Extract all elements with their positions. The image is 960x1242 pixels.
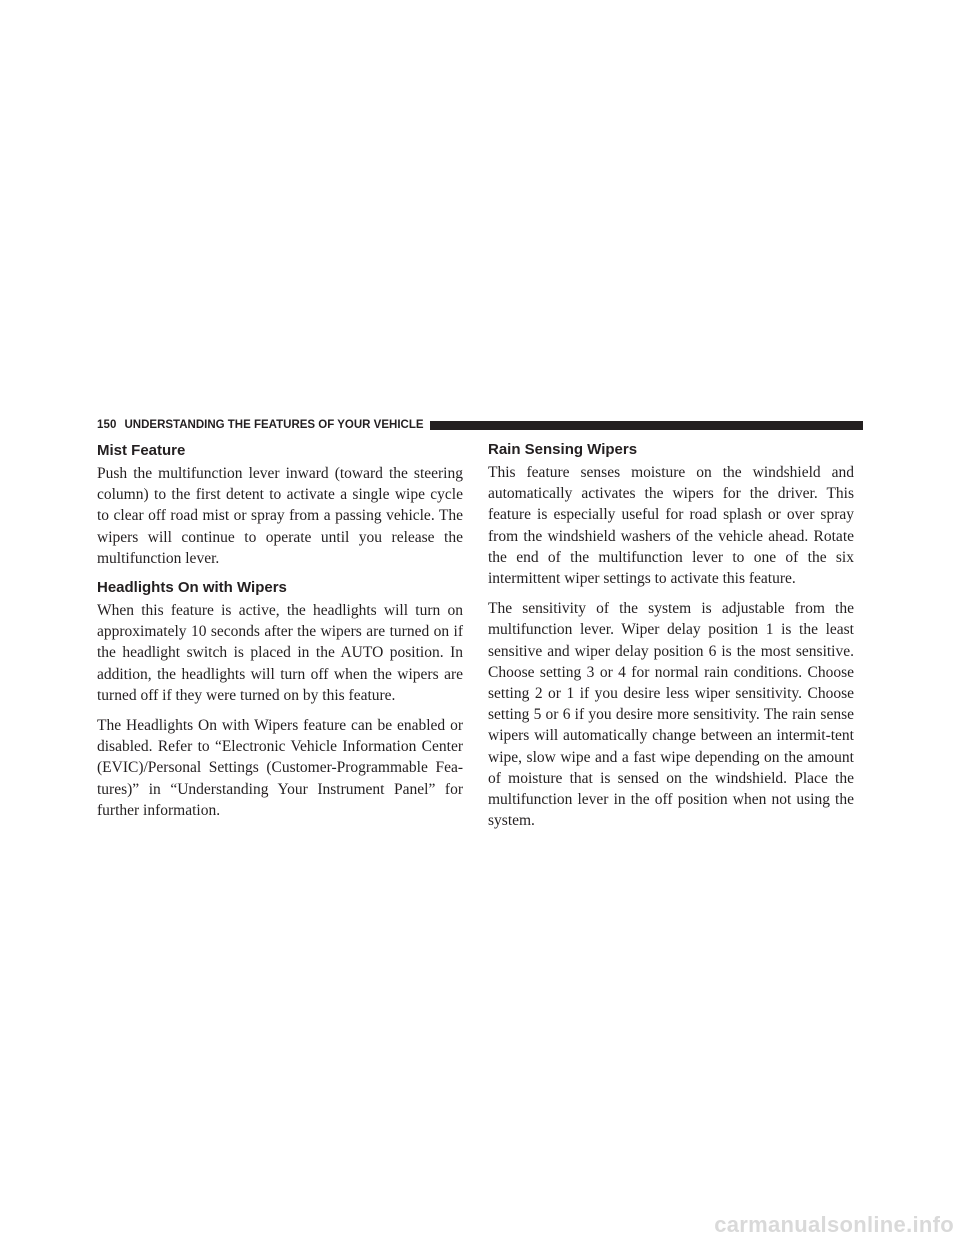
right-column xyxy=(488,440,854,840)
header-rule xyxy=(430,421,863,430)
rain-sensing-wipers-heading: Rain Sensing Wipers xyxy=(488,441,638,458)
headlights-paragraph-2: The Headlights On with Wipers feature can be enabled or disabled. Refer to “Electronic Vehicle Information Center (EVIC)/Personal Settings (Customer-Programmable Fea-tures)” in “Understanding Your Instrument Panel” for further information. xyxy=(97,717,463,819)
watermark: carmanualsonline.info xyxy=(714,1212,954,1237)
rain-sensing-paragraph-2: The sensitivity of the system is adjustable from the multifunction lever. Wiper delay position 1 is the least sensitive and wiper delay position 6 is the most sensitive. Choose setting 3 or 4 for normal rain conditions. Choose setting 2 or 1 if you desire less wiper sensitivity. Choose setting 5 or 6 if you desire more sensitivity. The rain sense wipers will automatically change between an intermit-tent wipe, slow wipe and a fast wipe depending on the amount of moisture that is sensed on the windshield. Place the multifunction lever in the off position when not using the system. xyxy=(488,600,854,830)
left-column xyxy=(97,441,463,830)
mist-feature-heading: Mist Feature xyxy=(97,442,186,459)
page-header xyxy=(97,418,863,432)
headlights-paragraph-1: When this feature is active, the headlights will turn on approximately 10 seconds after the wipers are turned on if the headlight switch is placed in the AUTO position. In addition, the headlights will turn off when the wipers are turned off if they were turned on by this feature. xyxy=(97,602,463,704)
rain-sensing-paragraph-1: This feature senses moisture on the windshield and automatically activates the wipers for the driver. This feature is especially useful for road splash or over spray from the windshield washers of the vehicle ahead. Rotate the end of the multifunction lever to one of the six intermittent wiper settings to activate this feature. xyxy=(488,464,854,588)
headlights-on-with-wipers-heading: Headlights On with Wipers xyxy=(97,579,287,597)
mist-feature-paragraph: Push the multifunction lever inward (toward the steering column) to the first detent to activate a single wipe cycle to clear off road mist or spray from a passing vehicle. The wipers will continue to operate until you release the multifunction lever. xyxy=(97,465,463,567)
page-number: 150 xyxy=(97,419,117,431)
section-title: UNDERSTANDING THE FEATURES OF YOUR VEHICLE xyxy=(124,419,424,431)
